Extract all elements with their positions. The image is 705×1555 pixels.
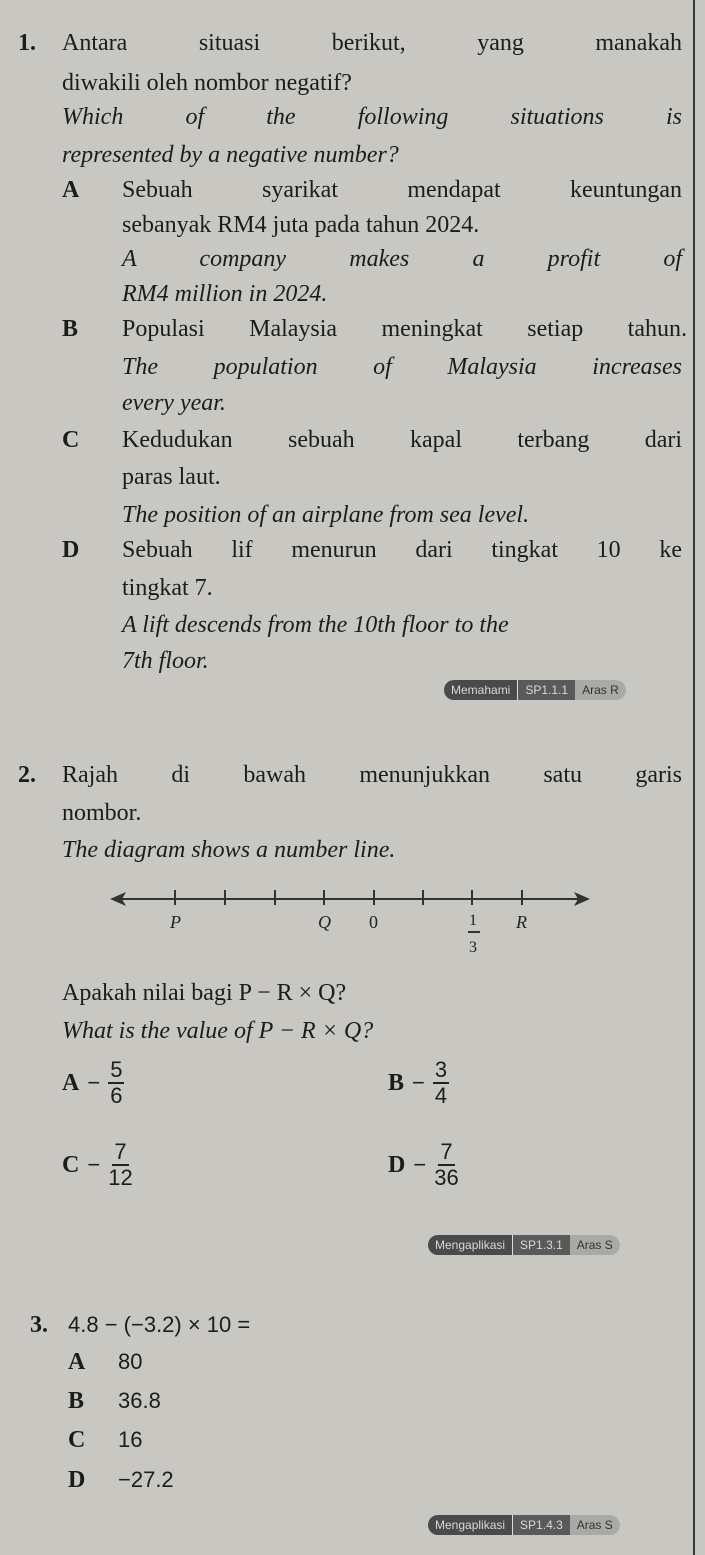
question-text-ms: Antara situasi berikut, yang manakah xyxy=(62,30,682,56)
label-r: R xyxy=(516,912,527,932)
tag-skill: Mengaplikasi xyxy=(428,1515,513,1535)
option-letter: D xyxy=(388,1151,406,1178)
numerator: 3 xyxy=(434,1057,448,1082)
denominator: 12 xyxy=(108,1165,133,1190)
option-a-ms: sebanyak RM4 juta pada tahun 2024. xyxy=(122,212,480,238)
number-line-diagram xyxy=(100,870,700,970)
tag-skill: Mengaplikasi xyxy=(428,1235,513,1255)
question-prompt-ms: Apakah nilai bagi P − R × Q? xyxy=(62,980,347,1006)
option-letter: C xyxy=(62,1151,80,1178)
option-d-en: 7th floor. xyxy=(122,648,209,674)
numerator: 7 xyxy=(440,1139,453,1164)
minus-sign: − xyxy=(413,1152,427,1177)
option-letter: C xyxy=(68,1427,86,1453)
numerator: 7 xyxy=(114,1139,127,1164)
minus-sign: − xyxy=(87,1152,101,1177)
question-text-ms: nombor. xyxy=(62,800,142,826)
option-letter: B xyxy=(68,1388,85,1414)
option-b-value: 36.8 xyxy=(118,1388,161,1413)
question-text-en: represented by a negative number? xyxy=(62,142,399,168)
numerator: 5 xyxy=(110,1057,123,1082)
option-c-ms: Kedudukan sebuah kapal terbang dari xyxy=(122,427,682,453)
fraction-numerator: 1 xyxy=(469,912,477,929)
skill-tag xyxy=(444,680,626,700)
question-text-en: Which of the following situations is xyxy=(62,104,682,130)
tag-level: Aras R xyxy=(575,680,626,700)
denominator: 4 xyxy=(434,1083,448,1108)
tag-code: SP1.4.3 xyxy=(513,1515,570,1535)
question-text-en: The diagram shows a number line. xyxy=(62,837,396,863)
option-a-en: A company makes a profit of xyxy=(122,246,682,272)
option-b xyxy=(388,1058,449,1108)
option-c-value: 16 xyxy=(118,1427,143,1452)
skill-tag xyxy=(428,1235,620,1255)
option-d-ms: tingkat 7. xyxy=(122,575,213,601)
question-number: 3. xyxy=(30,1312,48,1338)
fraction xyxy=(108,1140,132,1190)
option-d xyxy=(388,1140,459,1190)
page-edge xyxy=(693,0,695,1555)
fraction xyxy=(433,1058,449,1108)
option-letter: A xyxy=(62,1069,80,1096)
skill-tag xyxy=(428,1515,620,1535)
option-b-en: every year. xyxy=(122,390,226,416)
label-q: Q xyxy=(318,912,331,932)
denominator: 36 xyxy=(434,1165,459,1190)
tag-level: Aras S xyxy=(570,1515,620,1535)
question-text-ms: Rajah di bawah menunjukkan satu garis xyxy=(62,762,682,788)
option-letter: D xyxy=(68,1467,86,1493)
fraction xyxy=(108,1058,124,1108)
denominator: 6 xyxy=(110,1083,123,1108)
question-prompt-en: What is the value of P − R × Q? xyxy=(62,1018,374,1044)
label-p: P xyxy=(170,912,181,932)
option-a-value: 80 xyxy=(118,1349,143,1374)
fraction xyxy=(434,1140,458,1190)
label-zero: 0 xyxy=(369,912,378,932)
option-letter: B xyxy=(62,316,79,342)
option-b-ms: Populasi Malaysia meningkat setiap tahun. xyxy=(122,316,687,342)
question-text-ms: diwakili oleh nombor negatif? xyxy=(62,70,352,96)
tag-skill: Memahami xyxy=(444,680,518,700)
option-d-value: −27.2 xyxy=(118,1467,174,1492)
fraction-denominator: 3 xyxy=(469,939,477,956)
option-c-ms: paras laut. xyxy=(122,464,221,490)
tag-code: SP1.3.1 xyxy=(513,1235,570,1255)
question-number: 1. xyxy=(18,30,36,56)
option-d-ms: Sebuah lif menurun dari tingkat 10 ke xyxy=(122,537,682,563)
question-number: 2. xyxy=(18,762,36,788)
option-letter: B xyxy=(388,1069,405,1096)
tag-code: SP1.1.1 xyxy=(518,680,575,700)
expression: 4.8 − (−3.2) × 10 = xyxy=(68,1312,251,1337)
minus-sign: − xyxy=(87,1070,101,1095)
minus-sign: − xyxy=(412,1070,425,1095)
option-letter: D xyxy=(62,537,80,563)
option-letter: A xyxy=(68,1349,86,1375)
option-a xyxy=(62,1058,124,1108)
option-a-en: RM4 million in 2024. xyxy=(122,281,328,307)
option-letter: A xyxy=(62,177,80,203)
option-letter: C xyxy=(62,427,80,453)
option-c xyxy=(62,1140,133,1190)
option-d-en: A lift descends from the 10th floor to the xyxy=(122,612,509,638)
option-b-en: The population of Malaysia increases xyxy=(122,354,682,380)
option-c-en: The position of an airplane from sea level. xyxy=(122,502,530,528)
option-a-ms: Sebuah syarikat mendapat keuntungan xyxy=(122,177,682,203)
tag-level: Aras S xyxy=(570,1235,620,1255)
